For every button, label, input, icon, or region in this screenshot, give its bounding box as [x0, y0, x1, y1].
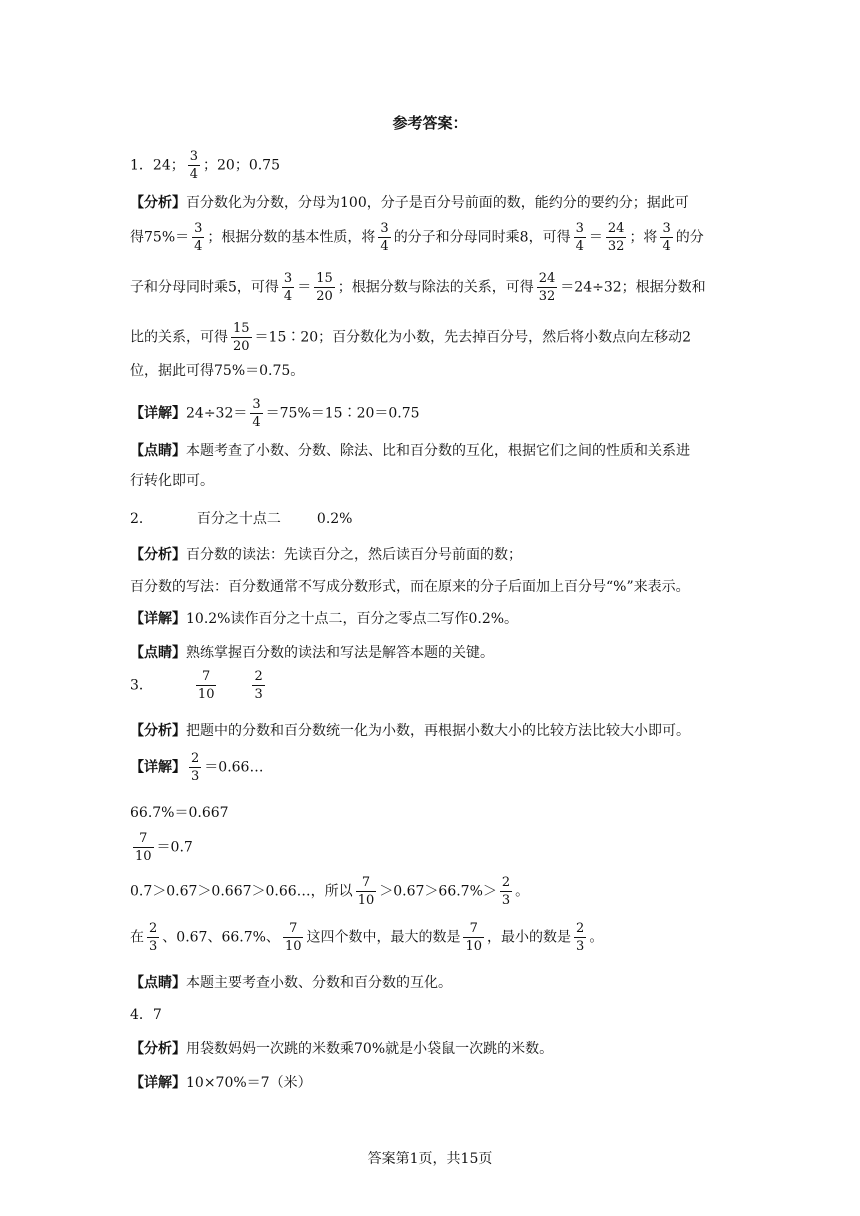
q2-answer: 2． 百分之十点二 0.2%	[130, 511, 353, 527]
q4-answer: 4．7	[130, 1007, 162, 1023]
fraction: $\frac{2}{3}$	[501, 875, 511, 908]
fraction: $\frac{15}{20}$	[233, 321, 250, 354]
fraction: $\frac{7}{10}$	[135, 831, 152, 864]
detail-tag: 【详解】	[130, 1075, 186, 1091]
fraction: $\frac{2}{3}$	[191, 751, 200, 784]
analysis-tag: 【分析】	[130, 1041, 186, 1057]
fraction: $\frac{7}{10}$	[284, 921, 302, 954]
analysis-tag: 【分析】	[130, 723, 186, 739]
fraction: $\frac{24}{32}$	[538, 271, 556, 304]
analysis-tag: 【分析】	[130, 195, 186, 211]
page-footer: 答案第1页，共15页	[367, 1151, 493, 1167]
fraction: $\frac{3}{4}$	[575, 221, 584, 254]
q1-analysis-line-4: 比的关系，可得 $\frac{15}{20}$ ＝15∶20；百分数化为小数，先去掉百分号，然后将小数点向左移动2	[130, 321, 692, 354]
fraction: $\frac{3}{4}$	[189, 149, 199, 182]
q2-analysis-line-1: 【分析】百分数的读法：先读百分之，然后读百分号前面的数；	[130, 547, 522, 563]
fraction: $\frac{3}{4}$	[380, 221, 389, 254]
fraction: $\frac{3}{4}$	[662, 221, 671, 254]
fraction: $\frac{15}{20}$	[316, 271, 333, 304]
fraction: $\frac{2}{3}$	[576, 921, 585, 954]
fraction: $\frac{7}{10}$	[357, 875, 375, 908]
q1-detail: 【详解】24÷32＝ $\frac{3}{4}$ ＝75%＝15∶20＝0.75	[130, 397, 420, 430]
fraction: $\frac{7}{10}$	[197, 669, 215, 702]
q2-analysis-line-2: 百分数的写法：百分数通常不写成分数形式，而在原来的分子后面加上百分号“%”来表示。	[130, 579, 690, 595]
q4-detail: 【详解】10×70%＝7（米）	[130, 1075, 312, 1091]
q3-detail-line-1: 【详解】 $\frac{2}{3}$ ＝0.66…	[130, 751, 264, 784]
q1-answer: 1．24； $\frac{3}{4}$ ；20；0.75	[130, 149, 281, 182]
q2-comment: 【点睛】熟练掌握百分数的读法和写法是解答本题的关键。	[130, 645, 494, 661]
q1-comment-line-1: 【点睛】本题考查了小数、分数、除法、比和百分数的互化，根据它们之间的性质和关系进	[130, 443, 690, 459]
fraction: $\frac{3}{4}$	[283, 271, 293, 304]
comment-tag: 【点睛】	[130, 645, 186, 661]
q4-analysis: 【分析】用袋数妈妈一次跳的米数乘70%就是小袋鼠一次跳的米数。	[130, 1041, 554, 1057]
q2-detail: 【详解】10.2%读作百分之十点二，百分之零点二写作0.2%。	[130, 611, 519, 627]
comment-tag: 【点睛】	[130, 975, 186, 991]
q3-comment: 【点睛】本题主要考查小数、分数和百分数的互化。	[130, 975, 452, 991]
q1-analysis-line-2: 得75%＝ $\frac{3}{4}$ ；根据分数的基本性质，将 $\frac{3}{4}$ 的分子和分母同时乘8，可得 $\frac{3}{4}$ ＝ $\frac{24}{32}$ ；将 $\frac{3}{4}$ 的分	[130, 221, 704, 254]
q3-detail-line-4: 0.7＞0.67＞0.667＞0.66…，所以 $\frac{7}{10}$ ＞0.67＞66.7%＞ $\frac{2}{3}$ 。	[130, 875, 530, 908]
detail-tag: 【详解】	[130, 405, 186, 422]
q3-detail-line-2: 66.7%＝0.667	[130, 805, 229, 821]
fraction: $\frac{2}{3}$	[149, 921, 158, 954]
q1-analysis-line-3: 子和分母同时乘5，可得 $\frac{3}{4}$ ＝ $\frac{15}{20}$ ；根据分数与除法的关系，可得 $\frac{24}{32}$ ＝24÷32；根据分数和	[130, 271, 706, 304]
page-title: 参考答案：	[392, 114, 468, 132]
detail-tag: 【详解】	[130, 759, 186, 776]
q1-analysis-line-1: 【分析】百分数化为分数，分母为100，分子是百分号前面的数，能约分的要约分；据此可	[130, 195, 689, 211]
fraction: $\frac{3}{4}$	[194, 221, 203, 254]
comment-tag: 【点睛】	[130, 443, 186, 459]
q3-analysis: 【分析】把题中的分数和百分数统一化为小数，再根据小数大小的比较方法比较大小即可。	[130, 723, 690, 739]
q3-detail-line-3: $\frac{7}{10}$ ＝0.7	[135, 831, 193, 864]
q1-comment-line-2: 行转化即可。	[130, 473, 214, 489]
fraction: $\frac{24}{32}$	[607, 221, 625, 254]
detail-tag: 【详解】	[130, 611, 186, 627]
fraction: $\frac{3}{4}$	[252, 397, 261, 430]
fraction: $\frac{2}{3}$	[254, 669, 263, 702]
q1-analysis-line-5: 位，据此可得75%＝0.75。	[130, 363, 305, 379]
analysis-tag: 【分析】	[130, 547, 186, 563]
fraction: $\frac{7}{10}$	[465, 921, 483, 954]
q3-answer: 3． $\frac{7}{10}$ $\frac{2}{3}$	[130, 669, 263, 702]
q3-detail-line-5: 在 $\frac{2}{3}$ 、0.67、66.7%、 $\frac{7}{10}$ 这四个数中，最大的数是 $\frac{7}{10}$ ，最小的数是 $\frac{2}{3}$ 。	[130, 921, 604, 954]
